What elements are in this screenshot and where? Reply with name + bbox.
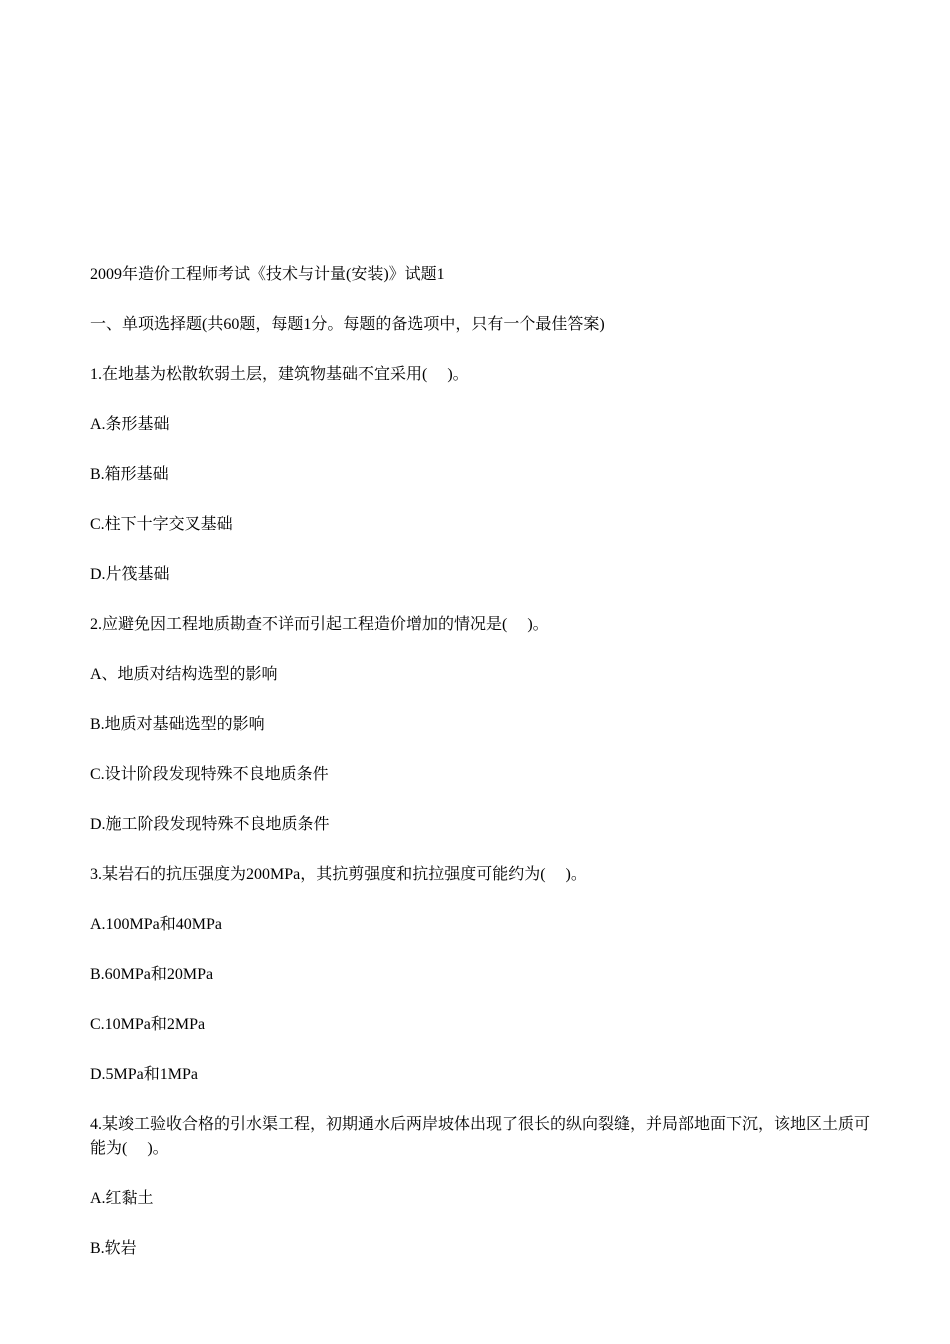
question-4-option-a: A.红黏土 bbox=[90, 1190, 154, 1207]
question-2-option-d: D.施工阶段发现特殊不良地质条件 bbox=[90, 816, 330, 833]
question-3-option-a: A.100MPa和40MPa bbox=[90, 916, 223, 933]
question-2-option-a: A、地质对结构选型的影响 bbox=[90, 666, 278, 683]
document-title: 2009年造价工程师考试《技术与计量(安装)》试题1 bbox=[90, 266, 445, 283]
question-1-option-b: B.箱形基础 bbox=[90, 466, 169, 483]
question-2-option-b: B.地质对基础选型的影响 bbox=[90, 716, 265, 733]
question-3: 3.某岩石的抗压强度为200MPa，其抗剪强度和抗拉强度可能约为( )。 bbox=[90, 866, 587, 883]
question-3-option-d: D.5MPa和1MPa bbox=[90, 1066, 199, 1083]
question-4-option-b: B.软岩 bbox=[90, 1240, 137, 1257]
question-2-option-c: C.设计阶段发现特殊不良地质条件 bbox=[90, 766, 329, 783]
question-1: 1.在地基为松散软弱土层，建筑物基础不宜采用( )。 bbox=[90, 366, 469, 383]
question-3-option-c: C.10MPa和2MPa bbox=[90, 1016, 206, 1033]
document-content bbox=[90, 263, 880, 1287]
question-2: 2.应避免因工程地质勘查不详而引起工程造价增加的情况是( )。 bbox=[90, 616, 549, 633]
section-heading: 一、单项选择题(共60题，每题1分。每题的备选项中，只有一个最佳答案) bbox=[90, 316, 605, 333]
question-3-option-b: B.60MPa和20MPa bbox=[90, 966, 214, 983]
question-1-option-d: D.片筏基础 bbox=[90, 566, 170, 583]
question-4: 4.某竣工验收合格的引水渠工程，初期通水后两岸坡体出现了很长的纵向裂缝，并局部地面下沉，该地区土质可能为( )。 bbox=[90, 1116, 871, 1157]
question-1-option-a: A.条形基础 bbox=[90, 416, 170, 433]
question-1-option-c: C.柱下十字交叉基础 bbox=[90, 516, 233, 533]
